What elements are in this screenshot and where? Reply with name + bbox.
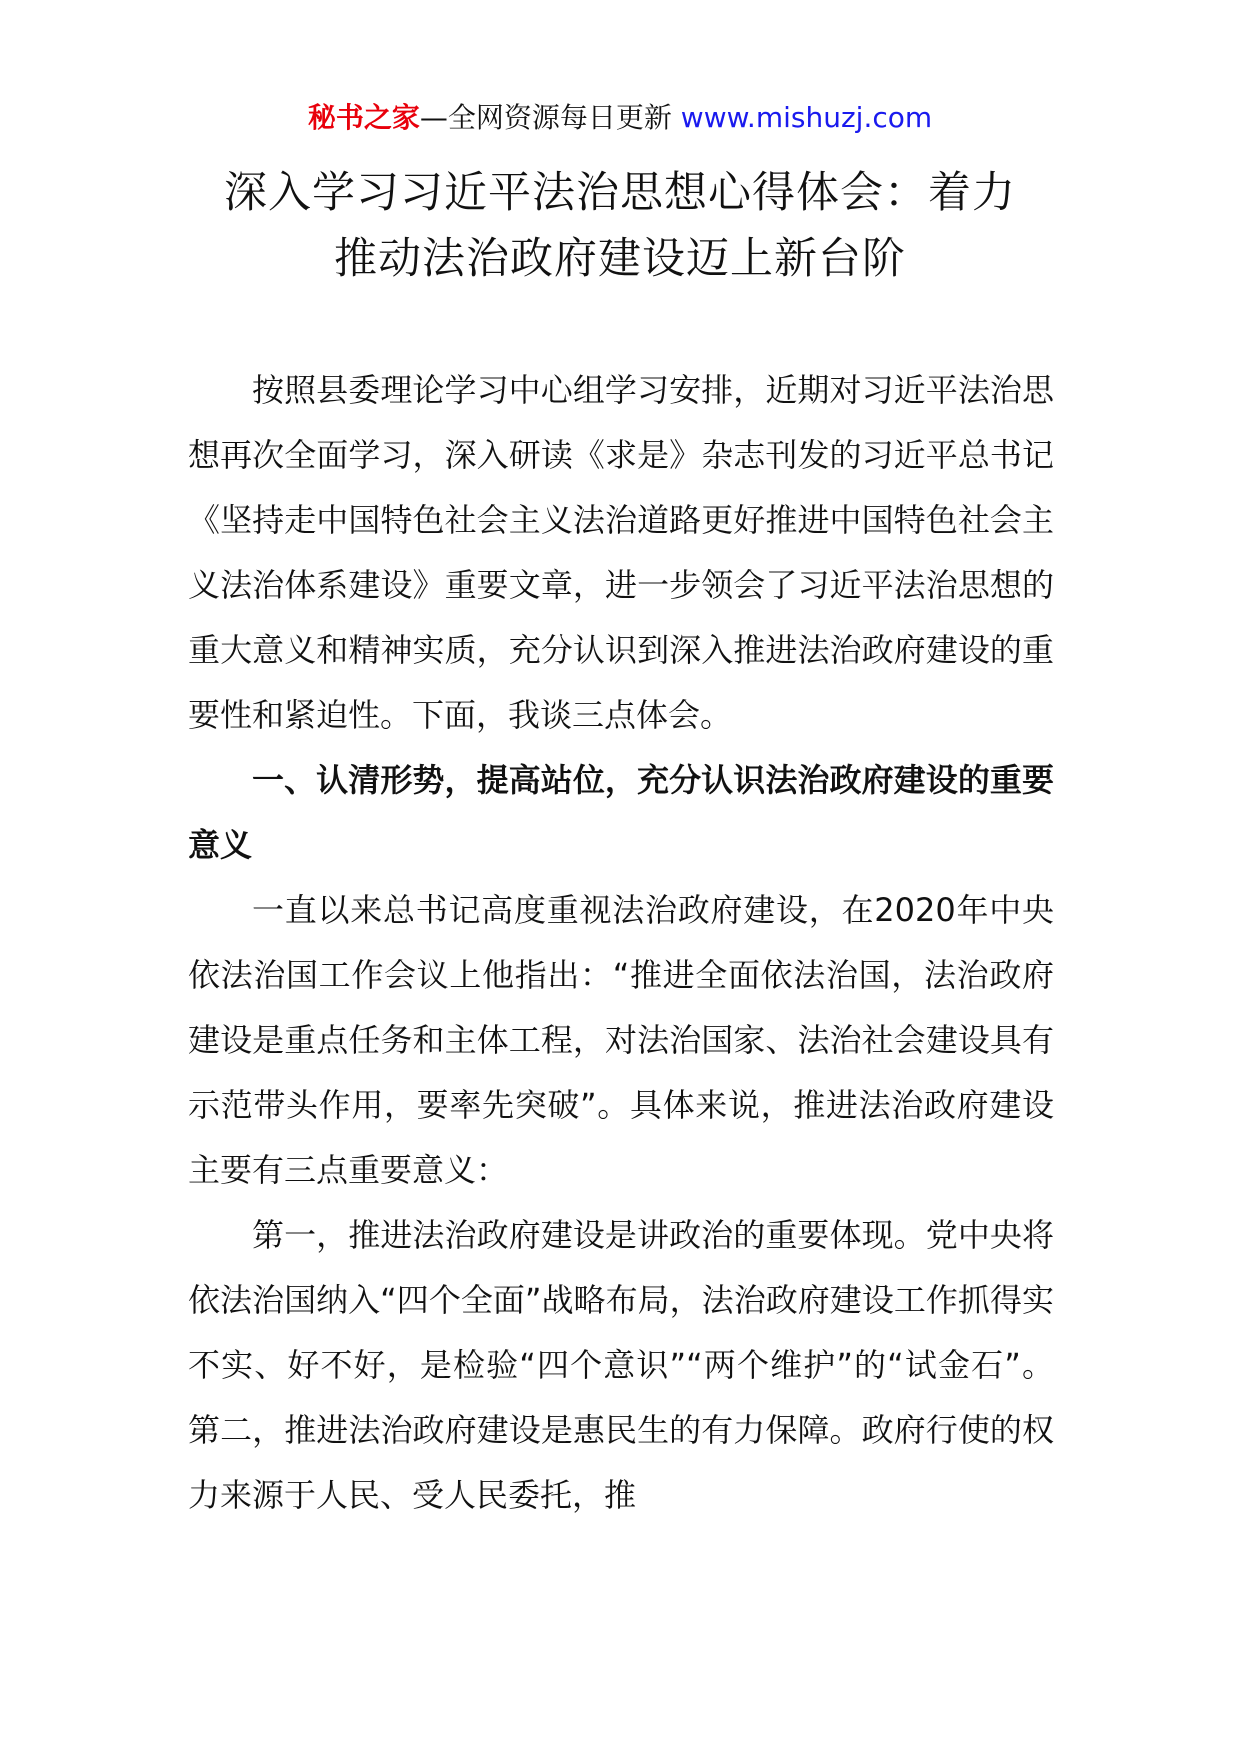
title-line-2: 推动法治政府建设迈上新台阶 <box>334 234 906 284</box>
site-url-link[interactable]: www.mishuzj.com <box>680 101 933 134</box>
header-slogan: —全网资源每日更新 <box>419 101 672 134</box>
document-title <box>0 160 1240 292</box>
body-paragraph-2: 一直以来总书记高度重视法治政府建设，在2020年中央依法治国工作会议上他指出：“推进全面依法治国，法治政府建设是重点任务和主体工程，对法治国家、法治社会建设具有示范带头作用，要率先突破”。具体来说，推进法治政府建设主要有三点重要意义： <box>188 891 1054 1189</box>
body-paragraph-3: 第一，推进法治政府建设是讲政治的重要体现。党中央将依法治国纳入“四个全面”战略布局，法治政府建设工作抓得实不实、好不好，是检验“四个意识”“两个维护”的“试金石”。第二，推进法治政府建设是惠民生的有力保障。政府行使的权力来源于人民、受人民委托，推 <box>188 1216 1054 1514</box>
title-line-1: 深入学习习近平法治思想心得体会：着力 <box>224 168 1016 218</box>
site-header <box>0 98 1240 138</box>
intro-paragraph: 按照县委理论学习中心组学习安排，近期对习近平法治思想再次全面学习，深入研读《求是》杂志刊发的习近平总书记《坚持走中国特色社会主义法治道路更好推进中国特色社会主义法治体系建设》重要文章，进一步领会了习近平法治思想的重大意义和精神实质，充分认识到深入推进法治政府建设的重要性和紧迫性。下面，我谈三点体会。 <box>188 371 1054 734</box>
section-heading-1: 一、认清形势，提高站位，充分认识法治政府建设的重要意义 <box>188 761 1054 864</box>
document-body <box>188 358 1054 1528</box>
brand-name: 秘书之家 <box>307 101 420 134</box>
